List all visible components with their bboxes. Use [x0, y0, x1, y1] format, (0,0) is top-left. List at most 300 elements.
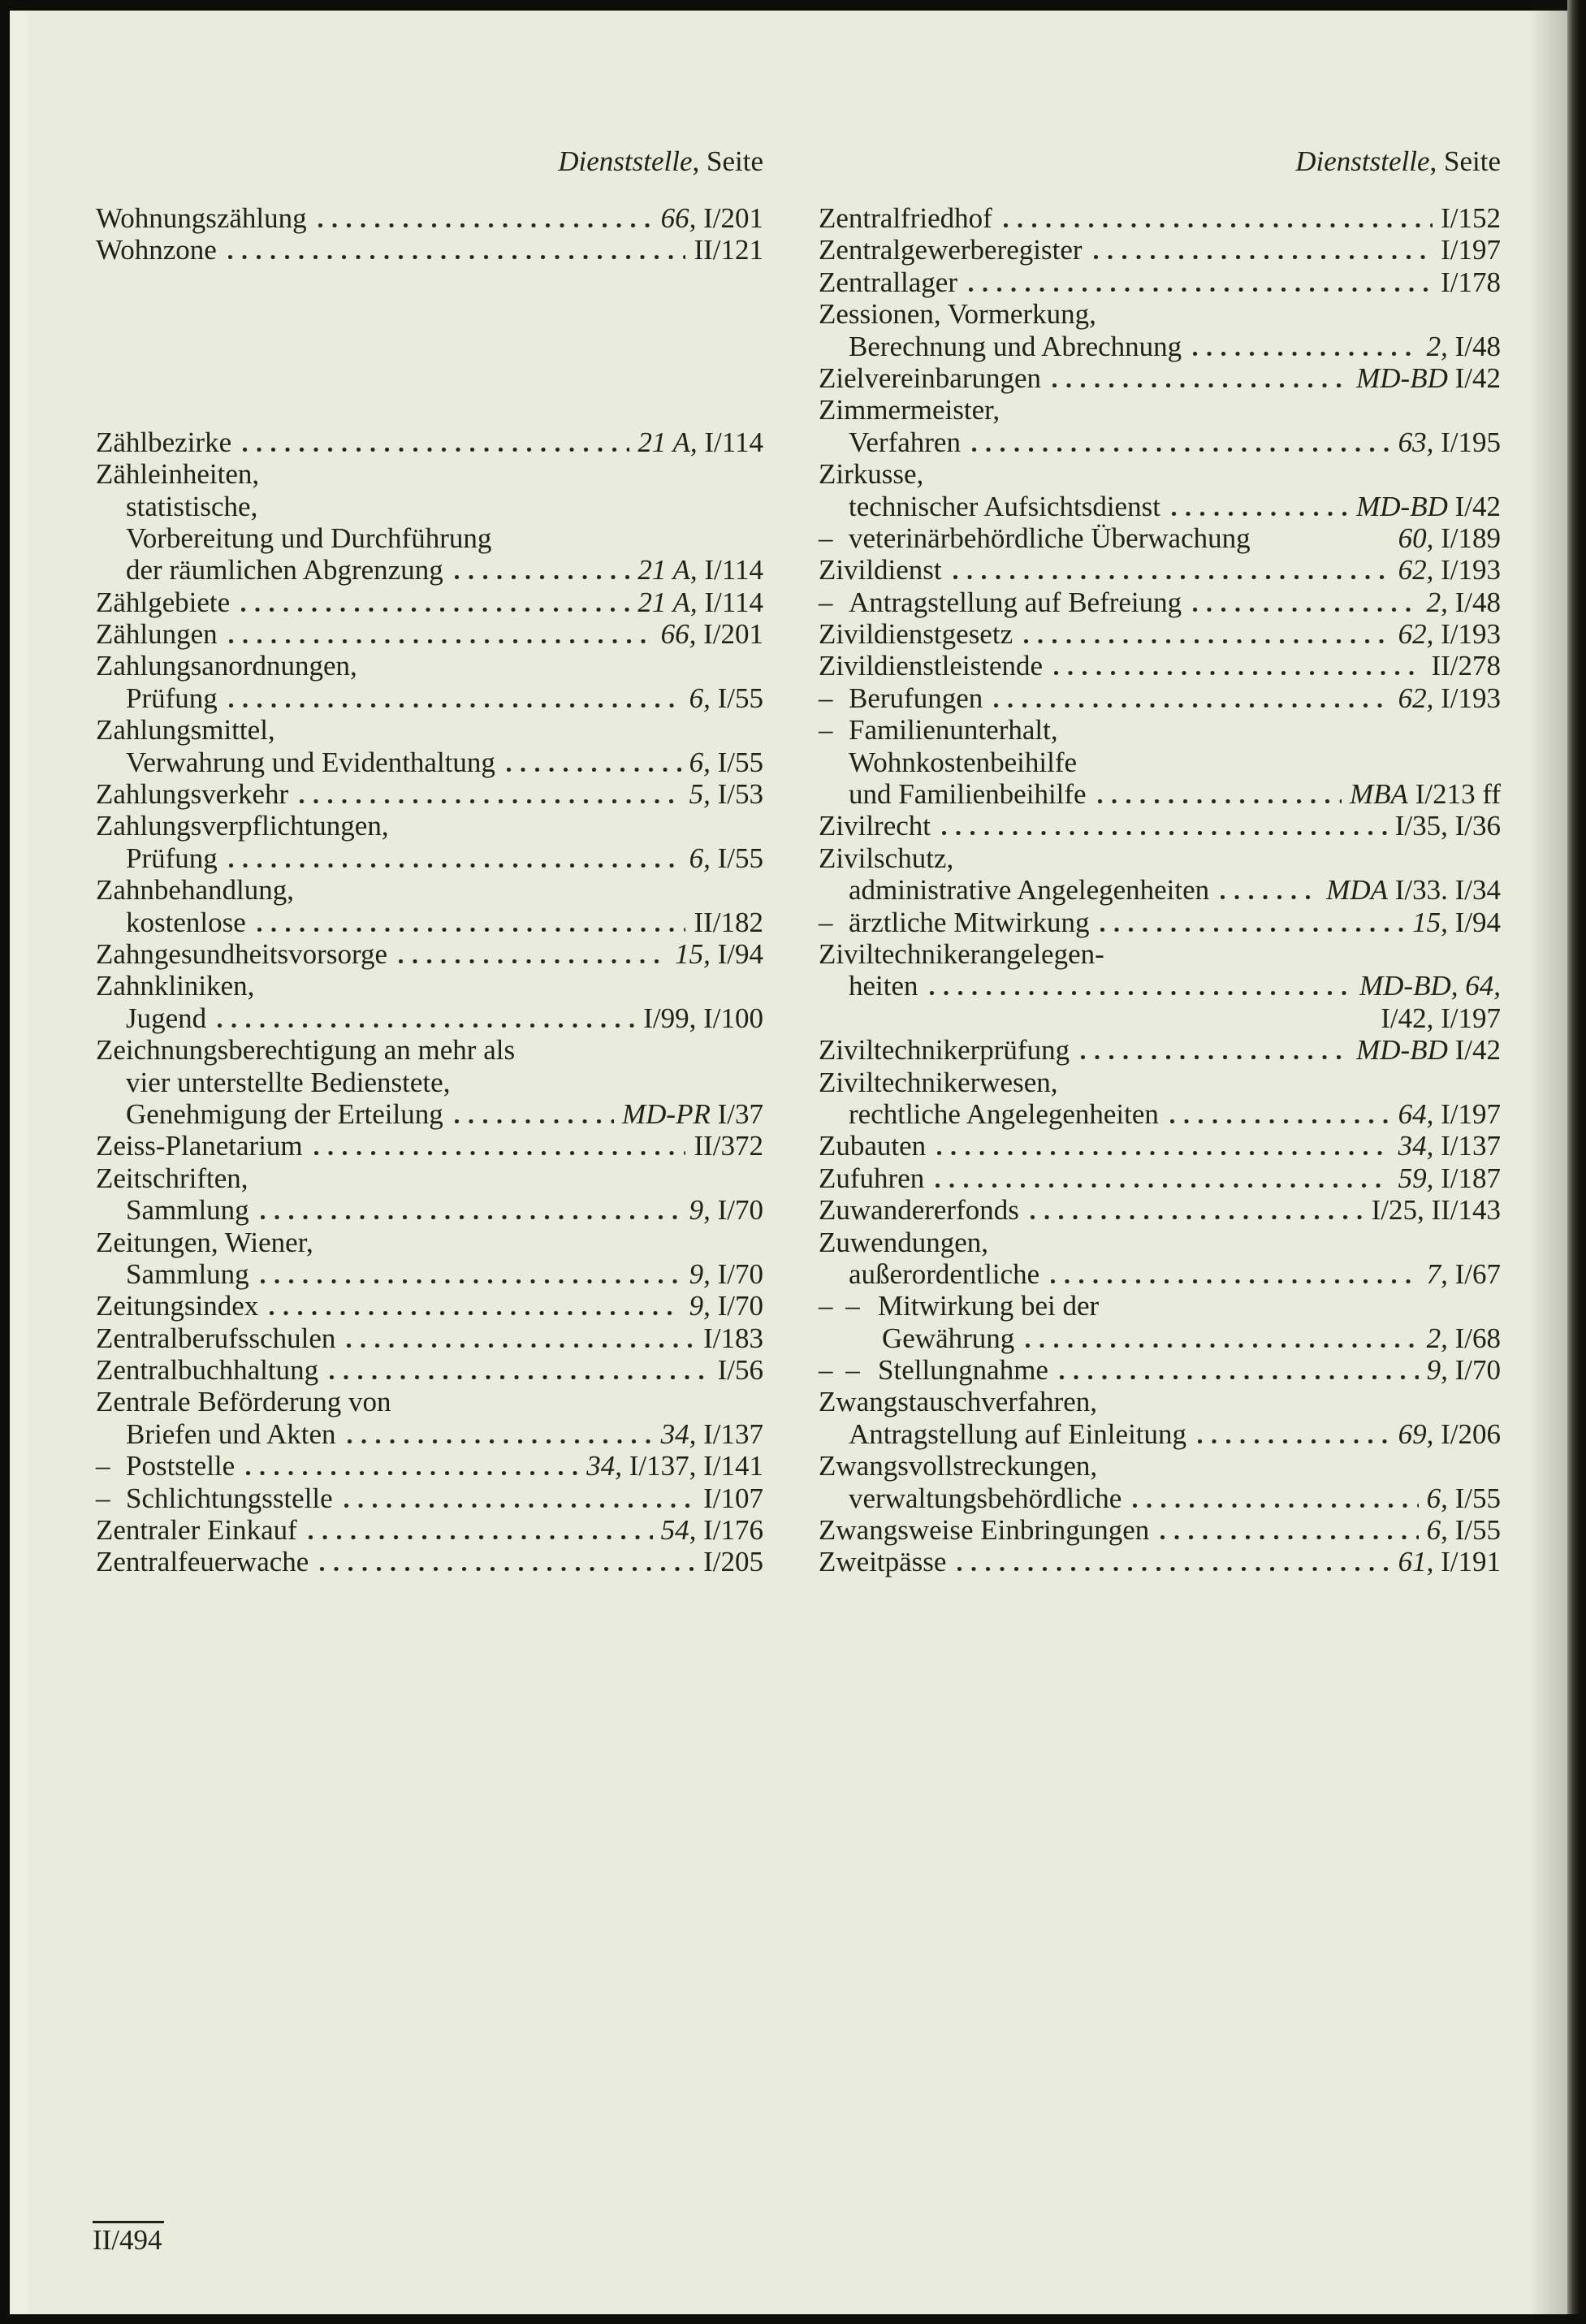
dot-leader — [1133, 1504, 1418, 1508]
dienststelle-number: MD-BD — [1356, 361, 1448, 394]
index-entry — [819, 1227, 1501, 1258]
entry-page-reference: II/372 — [694, 1130, 763, 1162]
index-entry — [96, 1130, 763, 1162]
index-entry — [96, 907, 763, 938]
dienststelle-number: 54, — [660, 1514, 697, 1547]
entry-label: Zeitschriften, — [96, 1162, 248, 1194]
index-entry — [96, 458, 763, 490]
entry-label: Zentralfriedhof — [819, 202, 992, 234]
dot-leader — [972, 448, 1390, 452]
entry-label: Zubauten — [819, 1130, 927, 1162]
entry-page-reference: 69, I/206 — [1398, 1417, 1501, 1450]
index-entry — [819, 1354, 1501, 1386]
entry-label: Zwangstauschverfahren, — [819, 1386, 1098, 1418]
entry-label: Zielvereinbarungen — [819, 361, 1042, 394]
index-entry — [819, 810, 1501, 842]
index-entry — [96, 1002, 763, 1034]
index-entry — [819, 426, 1501, 458]
entry-label: Antragstellung auf Einleitung — [849, 1417, 1187, 1450]
index-entry — [96, 874, 763, 906]
entry-page-reference: 59, I/187 — [1398, 1162, 1501, 1194]
column-header-italic: Dienststelle — [1295, 145, 1430, 177]
index-entry — [96, 938, 763, 970]
dot-leader — [937, 1151, 1389, 1155]
dienststelle-number: 34, — [586, 1450, 622, 1482]
entry-label: Zentrallager — [819, 266, 958, 298]
dienststelle-number: 6, — [689, 746, 711, 778]
entry-page-reference: 6, I/55 — [1426, 1482, 1501, 1514]
entry-label: Genehmigung der Erteilung — [126, 1097, 443, 1130]
entry-page-reference: 54, I/176 — [660, 1514, 763, 1547]
entry-label: außerordentliche — [849, 1257, 1040, 1290]
index-entry — [96, 1418, 763, 1450]
entry-page-reference: 9, I/70 — [689, 1194, 763, 1227]
entry-label: der räumlichen Abgrenzung — [126, 554, 443, 586]
entry-label: Zählgebiete — [96, 586, 231, 618]
index-entry — [819, 970, 1501, 1002]
column-header-roman: , Seite — [692, 145, 763, 177]
entry-page-reference: MDA I/33. I/34 — [1326, 874, 1501, 907]
entry-label: kostenlose — [126, 906, 246, 938]
entry-label: Prüfung — [126, 682, 218, 714]
entry-label: Vorbereitung und Durchführung — [126, 521, 492, 554]
entry-label: Zwangsvollstreckungen, — [819, 1450, 1098, 1482]
index-entry — [819, 747, 1501, 778]
dienststelle-number: 62, — [1398, 682, 1434, 714]
index-entry — [96, 554, 763, 586]
dot-leader — [330, 1375, 710, 1379]
entry-label: Prüfung — [126, 842, 218, 874]
dot-leader — [1060, 1375, 1419, 1379]
entry-label: Zeiss-Planetarium — [96, 1130, 303, 1162]
entry-page-reference: II/278 — [1431, 650, 1501, 682]
dienststelle-number: 5, — [689, 778, 711, 811]
dot-leader — [1198, 1439, 1390, 1443]
entry-page-reference: I/197 — [1441, 234, 1501, 266]
entry-page-reference: 64, I/197 — [1398, 1097, 1501, 1130]
entry-dash-prefix: – — [819, 906, 833, 938]
index-column-left — [96, 202, 763, 1578]
entry-label: Zahnbehandlung, — [96, 874, 294, 907]
entry-label: Sammlung — [126, 1257, 249, 1290]
scan-border-right — [1567, 0, 1586, 2324]
entry-label: rechtliche Angelegenheiten — [849, 1097, 1159, 1130]
index-entry — [96, 1194, 763, 1226]
index-entry — [96, 1098, 763, 1130]
index-entry — [819, 1546, 1501, 1577]
dienststelle-number: 63, — [1398, 426, 1434, 458]
entry-label: Zentralberufsschulen — [96, 1322, 336, 1354]
dot-leader — [507, 768, 681, 772]
entry-dash-prefix: – — [96, 1482, 110, 1514]
dienststelle-number: 62, — [1398, 554, 1434, 586]
index-entry — [96, 1450, 763, 1482]
entry-page-reference: 2, I/48 — [1426, 586, 1501, 618]
scan-edge-highlight — [10, 11, 28, 2314]
entry-label: Zentralgewerberegister — [819, 234, 1083, 266]
dienststelle-number: 2, — [1426, 330, 1448, 362]
dot-leader — [930, 991, 1351, 995]
dot-leader — [936, 1184, 1389, 1188]
dienststelle-number: 61, — [1398, 1546, 1434, 1578]
index-entry — [819, 650, 1501, 682]
entry-page-reference: 7, I/67 — [1426, 1257, 1501, 1290]
index-entry — [96, 842, 763, 874]
entry-label: Zufuhren — [819, 1162, 925, 1194]
dot-leader — [953, 575, 1390, 579]
index-spacer — [96, 331, 763, 362]
dienststelle-number: 9, — [689, 1257, 711, 1290]
entry-label: Zivildienstgesetz — [819, 618, 1013, 651]
dot-leader — [1100, 928, 1404, 932]
entry-label: Briefen und Akten — [126, 1417, 336, 1450]
entry-page-reference: II/121 — [694, 234, 763, 266]
index-entry — [819, 1098, 1501, 1130]
entry-label: Zeichnungsberechtigung an mehr als — [96, 1034, 516, 1067]
dot-leader — [1026, 1344, 1418, 1348]
entry-page-reference: I/178 — [1441, 266, 1501, 298]
index-entry — [819, 907, 1501, 938]
entry-page-reference: 9, I/70 — [689, 1290, 763, 1322]
entry-page-reference: I/152 — [1441, 202, 1501, 234]
leader-gap — [1262, 543, 1390, 547]
dot-leader — [1004, 223, 1433, 227]
index-entry — [819, 1450, 1501, 1482]
entry-label: Zweitpässe — [819, 1546, 947, 1578]
entry-label: Zentrale Beförderung von — [96, 1386, 391, 1418]
index-entry — [819, 1418, 1501, 1450]
entry-label: Zivildienst — [819, 554, 942, 586]
index-entry — [819, 1514, 1501, 1546]
dot-leader — [957, 1567, 1389, 1571]
dienststelle-number: 2, — [1426, 1322, 1448, 1354]
entry-label: administrative Angelegenheiten — [849, 874, 1210, 907]
entry-page-reference: 6, I/55 — [689, 682, 763, 714]
index-entry — [96, 1162, 763, 1194]
entry-label: Verwahrung und Evidenthaltung — [126, 746, 495, 778]
page-number: II/494 — [93, 2221, 164, 2257]
entry-page-reference: 15, I/94 — [1412, 906, 1501, 938]
entry-page-reference: 9, I/70 — [1426, 1354, 1501, 1387]
dienststelle-number: 15, — [675, 937, 711, 970]
entry-label: Gewährung — [882, 1322, 1015, 1354]
dienststelle-number: 2, — [1426, 586, 1448, 618]
dot-leader — [344, 1504, 695, 1508]
column-header-right — [819, 145, 1501, 178]
entry-page-reference: 62, I/193 — [1398, 682, 1501, 714]
dot-leader — [942, 831, 1387, 835]
entry-label: Sammlung — [126, 1194, 249, 1227]
index-entry — [819, 778, 1501, 810]
entry-page-reference: MD-BD I/42 — [1356, 490, 1501, 522]
entry-label: Poststelle — [126, 1450, 236, 1482]
entry-page-reference: 66, I/201 — [660, 618, 763, 651]
entry-page-reference — [1359, 970, 1501, 1002]
entry-dash-prefix: – — [819, 586, 833, 618]
index-entry — [819, 1194, 1501, 1226]
index-entry — [96, 714, 763, 746]
entry-page-reference: MD-BD I/42 — [1356, 361, 1501, 394]
index-entry — [96, 1354, 763, 1386]
index-entry — [819, 1322, 1501, 1354]
entry-label: Zentralfeuerwache — [96, 1546, 309, 1578]
entry-page-reference: 6, I/55 — [1426, 1514, 1501, 1547]
dot-leader — [1160, 1535, 1418, 1539]
dienststelle-number: 21 A, — [637, 426, 698, 458]
dienststelle-number: 6, — [689, 682, 711, 714]
dienststelle-number: 34, — [1398, 1130, 1434, 1162]
index-entry — [96, 1482, 763, 1514]
index-entry — [96, 426, 763, 458]
index-entry — [819, 586, 1501, 618]
entry-label: Familienunterhalt, — [849, 714, 1058, 747]
dot-leader — [1051, 1279, 1418, 1283]
scan-border-bottom — [0, 2314, 1586, 2324]
dienststelle-number: 9, — [689, 1290, 711, 1322]
dot-leader — [270, 1311, 681, 1315]
entry-page-reference: 6, I/55 — [689, 842, 763, 874]
dot-leader — [1193, 352, 1418, 356]
entry-label: Ziviltechnikerprüfung — [819, 1034, 1070, 1067]
entry-label: und Familienbeihilfe — [849, 778, 1087, 811]
index-entry — [819, 1290, 1501, 1322]
entry-dash-prefix: – — [819, 521, 833, 554]
index-entry — [819, 298, 1501, 330]
entry-page-reference: 60, I/189 — [1398, 521, 1501, 554]
dot-leader — [1170, 1119, 1390, 1123]
column-header-roman: , Seite — [1429, 145, 1501, 177]
index-entry — [96, 234, 763, 266]
column-header-left — [96, 145, 763, 178]
dienststelle-number: 9, — [1426, 1354, 1448, 1387]
dot-leader — [228, 255, 686, 259]
index-entry — [96, 650, 763, 682]
dienststelle-number: 6, — [689, 842, 711, 874]
entry-page-reference: 34, I/137, I/141 — [586, 1450, 763, 1482]
index-entry — [819, 202, 1501, 234]
entry-label: Zivilschutz, — [819, 842, 954, 874]
dot-leader — [243, 448, 629, 452]
entry-page-reference: MD-PR I/37 — [622, 1097, 763, 1130]
dot-leader — [1031, 1215, 1363, 1219]
index-entry — [819, 554, 1501, 586]
entry-page-reference: I/42, I/197 — [1381, 1002, 1501, 1034]
index-entry — [819, 1002, 1501, 1034]
index-spacer — [96, 362, 763, 394]
entry-label: Zahlungsmittel, — [96, 714, 275, 747]
entry-label: Zahnkliniken, — [96, 970, 255, 1002]
leader-gap — [830, 1024, 1372, 1028]
dienststelle-number: 69, — [1398, 1417, 1434, 1450]
dot-leader — [309, 1535, 653, 1539]
index-entry — [819, 234, 1501, 266]
dienststelle-number: 15, — [1412, 906, 1448, 938]
entry-label: Zivilrecht — [819, 810, 931, 842]
entry-label: ärztliche Mitwirkung — [849, 906, 1090, 938]
index-entry — [96, 682, 763, 714]
index-entry — [819, 1034, 1501, 1066]
index-entry — [819, 458, 1501, 490]
dienststelle-number: 9, — [689, 1194, 711, 1227]
entry-page-reference: 21 A, I/114 — [637, 554, 763, 586]
dot-leader — [318, 223, 653, 227]
entry-dash-prefix: – — [819, 714, 833, 747]
entry-label: verwaltungsbehördliche — [849, 1482, 1122, 1514]
entry-page-reference: I/205 — [703, 1546, 763, 1578]
index-entry — [819, 618, 1501, 650]
dienststelle-number: 34, — [660, 1417, 697, 1450]
entry-label: Zahlungsverpflichtungen, — [96, 810, 389, 842]
dienststelle-number: 21 A, — [637, 554, 698, 586]
entry-dash-prefix: – — [96, 1450, 110, 1482]
page-curl-shadow — [1529, 0, 1570, 2324]
dienststelle-number: 6, — [1426, 1514, 1448, 1547]
entry-page-reference: II/182 — [694, 906, 763, 938]
entry-page-reference: I/56 — [717, 1354, 763, 1387]
entry-label: Zähleinheiten, — [96, 458, 260, 491]
dienststelle-number: 6, — [1426, 1482, 1448, 1514]
dienststelle-number: 66, — [660, 202, 697, 234]
dot-leader — [246, 1471, 578, 1475]
index-entry — [96, 202, 763, 234]
entry-label: Antragstellung auf Befreiung — [849, 586, 1182, 618]
dot-leader — [314, 1151, 686, 1155]
entry-label: Zentralbuchhaltung — [96, 1354, 319, 1387]
index-entry — [96, 522, 763, 554]
entry-label: Jugend — [126, 1002, 207, 1034]
entry-page-reference: 34, I/137 — [1398, 1130, 1501, 1162]
dienststelle-number: MBA — [1350, 778, 1408, 811]
index-entry — [819, 522, 1501, 554]
dot-leader — [1024, 639, 1390, 643]
index-entry — [819, 1130, 1501, 1162]
dot-leader — [1052, 383, 1348, 387]
scan-border-top — [0, 0, 1586, 11]
entry-label: Zentraler Einkauf — [96, 1514, 297, 1547]
entry-page-reference: 21 A, I/114 — [637, 586, 763, 618]
index-entry — [96, 1546, 763, 1577]
index-entry — [96, 1386, 763, 1417]
entry-page-reference: 61, I/191 — [1398, 1546, 1501, 1578]
index-entry — [96, 1290, 763, 1322]
index-entry — [819, 1067, 1501, 1098]
entry-label: Zählungen — [96, 618, 218, 651]
entry-page-reference: 5, I/53 — [689, 778, 763, 811]
entry-page-reference: MBA I/213 ff — [1350, 778, 1501, 811]
entry-label: Zahlungsverkehr — [96, 778, 289, 811]
entry-label: Ziviltechnikerwesen, — [819, 1066, 1058, 1098]
index-entry — [819, 491, 1501, 522]
entry-label: Stellungnahme — [878, 1354, 1048, 1387]
index-entry — [819, 938, 1501, 970]
index-entry — [96, 778, 763, 810]
dienststelle-number: 66, — [660, 618, 697, 651]
entry-label: heiten — [849, 970, 918, 1002]
entry-dash-prefix: – – — [819, 1290, 860, 1322]
entry-label: technischer Aufsichtsdienst — [849, 490, 1160, 522]
entry-page-reference: 9, I/70 — [689, 1257, 763, 1290]
dot-leader — [229, 639, 653, 643]
dot-leader — [1193, 608, 1418, 612]
entry-dash-prefix: – – — [819, 1354, 860, 1387]
entry-label: Wohnkostenbeihilfe — [849, 746, 1078, 778]
index-entry — [96, 1034, 763, 1066]
dot-leader — [1054, 671, 1423, 675]
entry-page-reference: MD-BD I/42 — [1356, 1034, 1501, 1067]
entry-page-reference: 66, I/201 — [660, 202, 763, 234]
dot-leader — [261, 1215, 681, 1219]
entry-page-reference: I/107 — [703, 1482, 763, 1514]
entry-label: Berufungen — [849, 682, 983, 714]
dienststelle-number: 21 A, — [637, 586, 698, 618]
entry-page-reference: 15, I/94 — [675, 937, 763, 970]
dot-leader — [320, 1567, 695, 1571]
index-entry — [819, 1386, 1501, 1417]
index-entry — [819, 1258, 1501, 1290]
dienststelle-number: 7, — [1426, 1257, 1448, 1290]
entry-page-reference: 62, I/193 — [1398, 554, 1501, 586]
entry-page-reference: I/183 — [703, 1322, 763, 1354]
dot-leader — [1172, 512, 1348, 516]
index-entry — [819, 266, 1501, 298]
index-entry — [819, 874, 1501, 906]
entry-label: Wohnungszählung — [96, 202, 307, 234]
entry-label: Zirkusse, — [819, 458, 924, 491]
entry-label: Wohnzone — [96, 234, 217, 266]
index-spacer — [96, 394, 763, 426]
dot-leader — [1221, 895, 1318, 899]
entry-label: Mitwirkung bei der — [878, 1290, 1100, 1322]
entry-page-reference: 21 A, I/114 — [637, 426, 763, 458]
entry-page-reference: 2, I/48 — [1426, 330, 1501, 362]
entry-label: Zahlungsanordnungen, — [96, 650, 357, 682]
index-entry — [96, 618, 763, 650]
entry-label: Zeitungen, Wiener, — [96, 1226, 313, 1258]
index-entry — [96, 1227, 763, 1258]
entry-label: Zuwendungen, — [819, 1226, 988, 1258]
index-entry — [96, 1067, 763, 1098]
index-column-right — [819, 202, 1501, 1578]
entry-label: Zessionen, Vormerkung, — [819, 298, 1096, 331]
entry-label: Berechnung und Abrechnung — [849, 330, 1182, 362]
dienststelle-number: 62, — [1398, 618, 1434, 651]
entry-label: vier unterstellte Bedienstete, — [126, 1066, 451, 1098]
entry-label: Zivildienstleistende — [819, 650, 1044, 682]
entry-page-reference: 2, I/68 — [1426, 1322, 1501, 1354]
dot-leader — [455, 1119, 614, 1123]
entry-label: Zwangsweise Einbringungen — [819, 1514, 1150, 1547]
entry-page-reference: I/35, I/36 — [1394, 810, 1501, 842]
entry-page-reference: 63, I/195 — [1398, 426, 1501, 458]
dot-leader — [347, 1344, 695, 1348]
dienststelle-number: MD-PR — [622, 1097, 711, 1130]
index-entry — [819, 682, 1501, 714]
dot-leader — [218, 1024, 635, 1028]
index-entry — [96, 810, 763, 842]
entry-label: Zeitungsindex — [96, 1290, 259, 1322]
index-entry — [819, 1162, 1501, 1194]
dot-leader — [257, 928, 686, 932]
index-entry — [96, 1258, 763, 1290]
index-entry — [819, 714, 1501, 746]
index-spacer — [96, 298, 763, 330]
index-entry — [96, 1322, 763, 1354]
dot-leader — [1081, 1055, 1348, 1059]
index-entry — [819, 842, 1501, 874]
column-header-italic: Dienststelle — [558, 145, 693, 177]
dienststelle-number: 59, — [1398, 1162, 1434, 1194]
dot-leader — [348, 1439, 653, 1443]
